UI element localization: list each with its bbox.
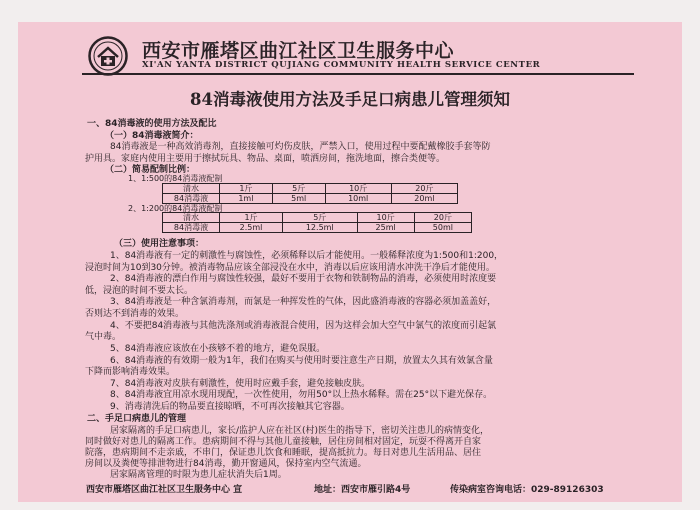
page-title: 84消毒液使用方法及手足口病患儿管理须知: [190, 90, 510, 109]
note-line: 7、84消毒液对皮肤有刺激性，使用时应戴手套，避免接触皮肤。: [110, 379, 371, 389]
table-cell: 25ml: [357, 223, 414, 233]
ratio1-label: 1、1:500的84消毒液配制: [128, 174, 223, 183]
para-line: 房间以及粪便等排泄物进行84消毒，勤开窗通风，保持室内空气流通。: [85, 459, 367, 469]
table-cell: 5斤: [272, 184, 325, 194]
footer-org: 西安市雁塔区曲江社区卫生服务中心 宣: [86, 485, 243, 495]
para-line: 居家隔离管理的时限为患儿症状消失后1周。: [110, 470, 287, 480]
table-cell: 12.5ml: [283, 223, 358, 233]
table-row: [163, 213, 472, 223]
table-cell: 1斤: [220, 213, 283, 223]
intro-line-2: 护用具。家庭内使用主要用于擦拭玩具、物品、桌面，喷洒房间，拖洗地面，擦合类便等。: [85, 154, 446, 164]
note-line: 1、84消毒液有一定的刺激性与腐蚀性，必须稀释以后才能使用。一般稀释浓度为1:500和1:200，: [110, 251, 504, 261]
para-line: 同时做好对患儿的隔离工作。患病期间不得与其他儿童接触，居住房间相对固定，玩耍不得离开自家: [85, 437, 482, 447]
note-line: 9、消毒清洗后的物品要直接晾晒，不可再次接触其它容器。: [110, 402, 350, 412]
table-cell: 1斤: [220, 184, 273, 194]
ratio-table-200: [162, 212, 472, 233]
table-cell: 10ml: [325, 194, 391, 204]
table-row: [163, 184, 458, 194]
community-health-emblem-icon: [88, 36, 128, 76]
header-divider: [82, 73, 634, 75]
note-line: 浸泡时间为10到30分钟。被消毒物品应该全部浸没在水中，消毒以后应该用清水冲洗干净后才能使用。: [85, 263, 495, 273]
table-cell: 清水: [163, 213, 220, 223]
table-cell: 20ml: [391, 194, 457, 204]
section1-heading: 一、84消毒液的使用方法及配比: [87, 119, 217, 129]
table-cell: 5斤: [283, 213, 358, 223]
table-cell: 1ml: [220, 194, 273, 204]
note-line: 2、84消毒液的漂白作用与腐蚀性较强，最好不要用于衣物和铁制物品的消毒，必须使用时浓度要: [110, 274, 497, 284]
footer-address: 地址：西安市雁引路4号: [314, 485, 411, 495]
note-line: 6、84消毒液的有效期一般为1年，我们在购买与使用时要注意生产日期，放置太久其有效氯含量: [110, 356, 493, 366]
table-row: [163, 194, 458, 204]
table-cell: 84消毒液: [163, 194, 220, 204]
table-cell: 50ml: [414, 223, 471, 233]
note-line: 5、84消毒液应该放在小孩够不着的地方，避免误服。: [110, 344, 326, 354]
note-line: 否则达不到消毒的效果。: [85, 309, 185, 319]
table-cell: 2.5ml: [220, 223, 283, 233]
note-line: 3、84消毒液是一种含氯消毒剂，而氯是一种挥发性的气体，因此盛消毒液的容器必须加盖盖好，: [110, 297, 497, 307]
table-cell: 84消毒液: [163, 223, 220, 233]
table-cell: 10斤: [325, 184, 391, 194]
note-line: 下降而影响消毒效果。: [85, 367, 176, 377]
section1-sub2: （二）简易配制比例：: [105, 165, 196, 175]
section1-sub3: （三）使用注意事项：: [114, 239, 205, 249]
ratio-table-500: [162, 183, 458, 204]
footer-hotline: 传染病室咨询电话：029-89126303: [450, 485, 604, 495]
table-row: [163, 223, 472, 233]
table-cell: 清水: [163, 184, 220, 194]
table-cell: 10斤: [357, 213, 414, 223]
section2-heading: 二、手足口病患儿的管理: [87, 414, 187, 424]
section1-sub1: （一）84消毒液简介：: [105, 131, 199, 141]
table-cell: 20斤: [414, 213, 471, 223]
note-line: 4、不要把84消毒液与其他洗涤剂或消毒液混合使用，因为这样会加大空气中氯气的浓度而引起氯: [110, 321, 497, 331]
para-line: 院落，患病期间不走亲戚，不串门，保证患儿饮食和睡眠，提高抵抗力。每日对患儿生活用品、居住: [85, 448, 482, 458]
note-line: 低，浸泡的时间不要太长。: [85, 286, 194, 296]
org-name-en: XI'AN YANTA DISTRICT QUJIANG COMMUNITY HEALTH SERVICE CENTER: [142, 60, 541, 70]
ratio2-label: 2、1:200的84消毒液配制: [128, 204, 223, 213]
table-cell: 5ml: [272, 194, 325, 204]
table-cell: 20斤: [391, 184, 457, 194]
note-line: 气中毒。: [85, 332, 122, 342]
note-line: 8、84消毒液宜用凉水现用现配，一次性使用，勿用50°以上热水稀释。需在25°以下避光保存。: [110, 390, 493, 400]
para-line: 居家隔离的手足口病患儿，家长/监护人应在社区(村)医生的指导下，密切关注患儿的病情变化，: [110, 426, 490, 436]
intro-line-1: 84消毒液是一种高效消毒剂，直接接触可灼伤皮肤，严禁入口，使用过程中要配戴橡胶手套等防: [110, 142, 491, 152]
org-name-cn: 西安市雁塔区曲江社区卫生服务中心: [142, 40, 455, 62]
